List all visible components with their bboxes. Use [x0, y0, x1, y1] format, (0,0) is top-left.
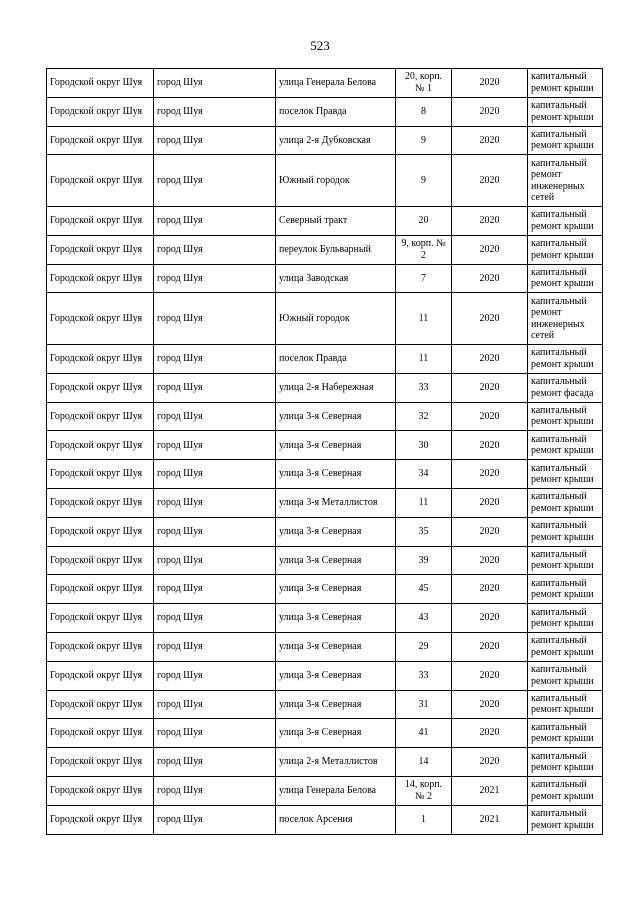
- city-cell: город Шуя: [154, 719, 276, 748]
- work-type-cell: капитальный ремонт крыши: [528, 126, 603, 155]
- district-cell: Городской округ Шуя: [47, 155, 154, 207]
- house-number-cell: 35: [396, 517, 452, 546]
- house-number-cell: 39: [396, 546, 452, 575]
- city-cell: город Шуя: [154, 126, 276, 155]
- table-row: [47, 293, 603, 345]
- district-cell: Городской округ Шуя: [47, 206, 154, 235]
- work-type-cell: капитальный ремонт крыши: [528, 517, 603, 546]
- street-cell: поселок Арсения: [276, 805, 396, 834]
- table-row: [47, 575, 603, 604]
- street-cell: улица 3-я Северная: [276, 546, 396, 575]
- table-row: [47, 632, 603, 661]
- year-cell: 2020: [452, 206, 528, 235]
- work-type-cell: капитальный ремонт крыши: [528, 69, 603, 98]
- house-number-cell: 34: [396, 460, 452, 489]
- city-cell: город Шуя: [154, 431, 276, 460]
- house-number-cell: 14: [396, 748, 452, 777]
- house-number-cell: 33: [396, 661, 452, 690]
- table-row: [47, 690, 603, 719]
- district-cell: Городской округ Шуя: [47, 517, 154, 546]
- city-cell: город Шуя: [154, 344, 276, 373]
- street-cell: улица 2-я Металлистов: [276, 748, 396, 777]
- year-cell: 2020: [452, 155, 528, 207]
- table-row: [47, 431, 603, 460]
- city-cell: город Шуя: [154, 517, 276, 546]
- table-row: [47, 235, 603, 264]
- district-cell: Городской округ Шуя: [47, 235, 154, 264]
- street-cell: улица 3-я Северная: [276, 719, 396, 748]
- district-cell: Городской округ Шуя: [47, 344, 154, 373]
- street-cell: переулок Бульварный: [276, 235, 396, 264]
- year-cell: 2020: [452, 488, 528, 517]
- house-number-cell: 33: [396, 373, 452, 402]
- year-cell: 2020: [452, 431, 528, 460]
- table-row: [47, 155, 603, 207]
- street-cell: улица 3-я Северная: [276, 575, 396, 604]
- district-cell: Городской округ Шуя: [47, 690, 154, 719]
- city-cell: город Шуя: [154, 776, 276, 805]
- district-cell: Городской округ Шуя: [47, 126, 154, 155]
- work-type-cell: капитальный ремонт инженерных сетей: [528, 293, 603, 345]
- table-row: [47, 97, 603, 126]
- year-cell: 2020: [452, 661, 528, 690]
- work-type-cell: капитальный ремонт крыши: [528, 431, 603, 460]
- district-cell: Городской округ Шуя: [47, 661, 154, 690]
- house-number-cell: 14, корп. № 2: [396, 776, 452, 805]
- district-cell: Городской округ Шуя: [47, 69, 154, 98]
- city-cell: город Шуя: [154, 293, 276, 345]
- table-row: [47, 126, 603, 155]
- street-cell: улица 3-я Северная: [276, 632, 396, 661]
- year-cell: 2020: [452, 604, 528, 633]
- year-cell: 2020: [452, 575, 528, 604]
- year-cell: 2020: [452, 264, 528, 293]
- work-type-cell: капитальный ремонт крыши: [528, 97, 603, 126]
- year-cell: 2020: [452, 632, 528, 661]
- table-row: [47, 69, 603, 98]
- district-cell: Городской округ Шуя: [47, 264, 154, 293]
- district-cell: Городской округ Шуя: [47, 604, 154, 633]
- table-row: [47, 373, 603, 402]
- city-cell: город Шуя: [154, 373, 276, 402]
- year-cell: 2020: [452, 344, 528, 373]
- city-cell: город Шуя: [154, 206, 276, 235]
- work-type-cell: капитальный ремонт крыши: [528, 264, 603, 293]
- work-type-cell: капитальный ремонт крыши: [528, 488, 603, 517]
- work-type-cell: капитальный ремонт крыши: [528, 805, 603, 834]
- table-row: [47, 264, 603, 293]
- house-number-cell: 1: [396, 805, 452, 834]
- year-cell: 2020: [452, 97, 528, 126]
- house-number-cell: 32: [396, 402, 452, 431]
- district-cell: Городской округ Шуя: [47, 575, 154, 604]
- city-cell: город Шуя: [154, 69, 276, 98]
- year-cell: 2020: [452, 460, 528, 489]
- year-cell: 2020: [452, 69, 528, 98]
- work-type-cell: капитальный ремонт крыши: [528, 690, 603, 719]
- year-cell: 2020: [452, 402, 528, 431]
- street-cell: улица 2-я Дубковская: [276, 126, 396, 155]
- year-cell: 2020: [452, 126, 528, 155]
- city-cell: город Шуя: [154, 264, 276, 293]
- city-cell: город Шуя: [154, 632, 276, 661]
- city-cell: город Шуя: [154, 155, 276, 207]
- city-cell: город Шуя: [154, 661, 276, 690]
- year-cell: 2020: [452, 373, 528, 402]
- city-cell: город Шуя: [154, 460, 276, 489]
- district-cell: Городской округ Шуя: [47, 748, 154, 777]
- table-row: [47, 719, 603, 748]
- district-cell: Городской округ Шуя: [47, 97, 154, 126]
- table-row: [47, 661, 603, 690]
- house-number-cell: 29: [396, 632, 452, 661]
- year-cell: 2020: [452, 235, 528, 264]
- table-row: [47, 402, 603, 431]
- district-cell: Городской округ Шуя: [47, 805, 154, 834]
- repair-schedule-table: [46, 68, 603, 835]
- house-number-cell: 43: [396, 604, 452, 633]
- street-cell: поселок Правда: [276, 344, 396, 373]
- city-cell: город Шуя: [154, 97, 276, 126]
- work-type-cell: капитальный ремонт крыши: [528, 235, 603, 264]
- table-row: [47, 344, 603, 373]
- street-cell: поселок Правда: [276, 97, 396, 126]
- district-cell: Городской округ Шуя: [47, 460, 154, 489]
- year-cell: 2020: [452, 719, 528, 748]
- street-cell: улица 3-я Северная: [276, 517, 396, 546]
- district-cell: Городской округ Шуя: [47, 373, 154, 402]
- district-cell: Городской округ Шуя: [47, 632, 154, 661]
- street-cell: Северный тракт: [276, 206, 396, 235]
- city-cell: город Шуя: [154, 805, 276, 834]
- house-number-cell: 9: [396, 155, 452, 207]
- district-cell: Городской округ Шуя: [47, 431, 154, 460]
- house-number-cell: 11: [396, 488, 452, 517]
- city-cell: город Шуя: [154, 402, 276, 431]
- work-type-cell: капитальный ремонт крыши: [528, 344, 603, 373]
- work-type-cell: капитальный ремонт крыши: [528, 719, 603, 748]
- table-row: [47, 206, 603, 235]
- city-cell: город Шуя: [154, 604, 276, 633]
- work-type-cell: капитальный ремонт фасада: [528, 373, 603, 402]
- house-number-cell: 9, корп. № 2: [396, 235, 452, 264]
- house-number-cell: 45: [396, 575, 452, 604]
- table-row: [47, 546, 603, 575]
- district-cell: Городской округ Шуя: [47, 719, 154, 748]
- street-cell: улица 3-я Металлистов: [276, 488, 396, 517]
- house-number-cell: 8: [396, 97, 452, 126]
- year-cell: 2020: [452, 748, 528, 777]
- district-cell: Городской округ Шуя: [47, 488, 154, 517]
- table-row: [47, 488, 603, 517]
- city-cell: город Шуя: [154, 575, 276, 604]
- year-cell: 2020: [452, 517, 528, 546]
- work-type-cell: капитальный ремонт крыши: [528, 748, 603, 777]
- house-number-cell: 31: [396, 690, 452, 719]
- work-type-cell: капитальный ремонт крыши: [528, 661, 603, 690]
- year-cell: 2020: [452, 546, 528, 575]
- work-type-cell: капитальный ремонт крыши: [528, 604, 603, 633]
- city-cell: город Шуя: [154, 546, 276, 575]
- house-number-cell: 11: [396, 293, 452, 345]
- work-type-cell: капитальный ремонт крыши: [528, 402, 603, 431]
- house-number-cell: 20, корп. № 1: [396, 69, 452, 98]
- page-number: 523: [310, 38, 330, 53]
- district-cell: Городской округ Шуя: [47, 546, 154, 575]
- street-cell: улица 3-я Северная: [276, 690, 396, 719]
- table-row: [47, 748, 603, 777]
- table-row: [47, 805, 603, 834]
- work-type-cell: капитальный ремонт крыши: [528, 776, 603, 805]
- house-number-cell: 9: [396, 126, 452, 155]
- house-number-cell: 7: [396, 264, 452, 293]
- year-cell: 2021: [452, 776, 528, 805]
- district-cell: Городской округ Шуя: [47, 402, 154, 431]
- street-cell: улица Заводская: [276, 264, 396, 293]
- district-cell: Городской округ Шуя: [47, 293, 154, 345]
- table-row: [47, 460, 603, 489]
- work-type-cell: капитальный ремонт крыши: [528, 460, 603, 489]
- work-type-cell: капитальный ремонт крыши: [528, 206, 603, 235]
- year-cell: 2020: [452, 293, 528, 345]
- street-cell: улица 3-я Северная: [276, 402, 396, 431]
- street-cell: Южный городок: [276, 155, 396, 207]
- work-type-cell: капитальный ремонт инженерных сетей: [528, 155, 603, 207]
- year-cell: 2021: [452, 805, 528, 834]
- street-cell: улица 3-я Северная: [276, 604, 396, 633]
- work-type-cell: капитальный ремонт крыши: [528, 546, 603, 575]
- house-number-cell: 11: [396, 344, 452, 373]
- table-row: [47, 604, 603, 633]
- street-cell: улица 3-я Северная: [276, 431, 396, 460]
- house-number-cell: 20: [396, 206, 452, 235]
- city-cell: город Шуя: [154, 235, 276, 264]
- city-cell: город Шуя: [154, 748, 276, 777]
- street-cell: улица 3-я Северная: [276, 460, 396, 489]
- street-cell: улица Генерала Белова: [276, 69, 396, 98]
- house-number-cell: 41: [396, 719, 452, 748]
- work-type-cell: капитальный ремонт крыши: [528, 575, 603, 604]
- work-type-cell: капитальный ремонт крыши: [528, 632, 603, 661]
- city-cell: город Шуя: [154, 488, 276, 517]
- house-number-cell: 30: [396, 431, 452, 460]
- street-cell: улица 3-я Северная: [276, 661, 396, 690]
- table-row: [47, 517, 603, 546]
- district-cell: Городской округ Шуя: [47, 776, 154, 805]
- year-cell: 2020: [452, 690, 528, 719]
- city-cell: город Шуя: [154, 690, 276, 719]
- street-cell: Южный городок: [276, 293, 396, 345]
- table-row: [47, 776, 603, 805]
- street-cell: улица 2-я Набережная: [276, 373, 396, 402]
- street-cell: улица Генерала Белова: [276, 776, 396, 805]
